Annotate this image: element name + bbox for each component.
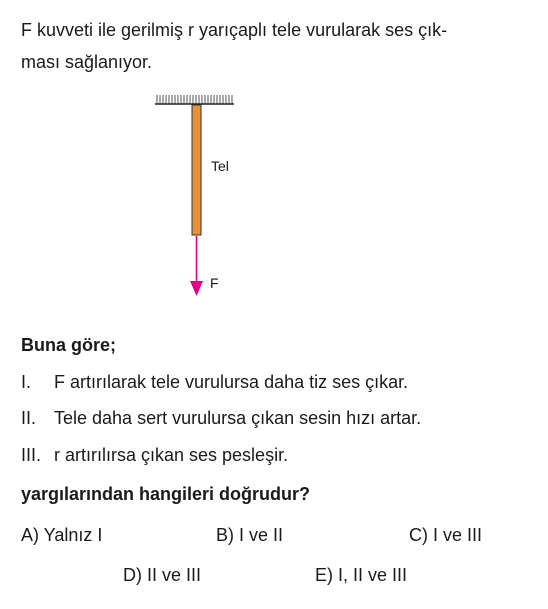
question-prompt: yargılarından hangileri doğrudur?	[21, 484, 311, 504]
option-b[interactable]: B) I ve II	[216, 525, 284, 545]
question-heading: Buna göre;	[21, 335, 117, 355]
statement-text: r artırılırsa çıkan ses pesleşir.	[54, 445, 289, 465]
intro-line-2: ması sağlanıyor.	[21, 52, 153, 72]
force-arrow	[190, 236, 203, 296]
intro-line-1: F kuvveti ile gerilmiş r yarıçaplı tele vurularak ses çık-	[21, 20, 448, 40]
question-intro	[21, 14, 531, 78]
statement-number: II.	[21, 408, 37, 428]
wire	[192, 105, 201, 235]
statement-text: Tele daha sert vurulursa çıkan sesin hızı artar.	[54, 408, 422, 428]
statement-text: F artırılarak tele vurulursa daha tiz ses çıkar.	[54, 372, 409, 392]
option-a[interactable]: A) Yalnız I	[21, 525, 103, 545]
statement-2	[21, 408, 421, 429]
option-d[interactable]: D) II ve III	[123, 565, 202, 585]
option-c[interactable]: C) I ve III	[409, 525, 483, 545]
option-e[interactable]: E) I, II ve III	[315, 565, 408, 585]
ceiling-support	[155, 95, 234, 104]
statement-number: III.	[21, 445, 42, 465]
statement-1	[21, 372, 408, 393]
wire-label: Tel	[211, 158, 229, 174]
force-label: F	[210, 275, 219, 291]
statement-number: I.	[21, 372, 32, 392]
statement-3	[21, 445, 288, 466]
